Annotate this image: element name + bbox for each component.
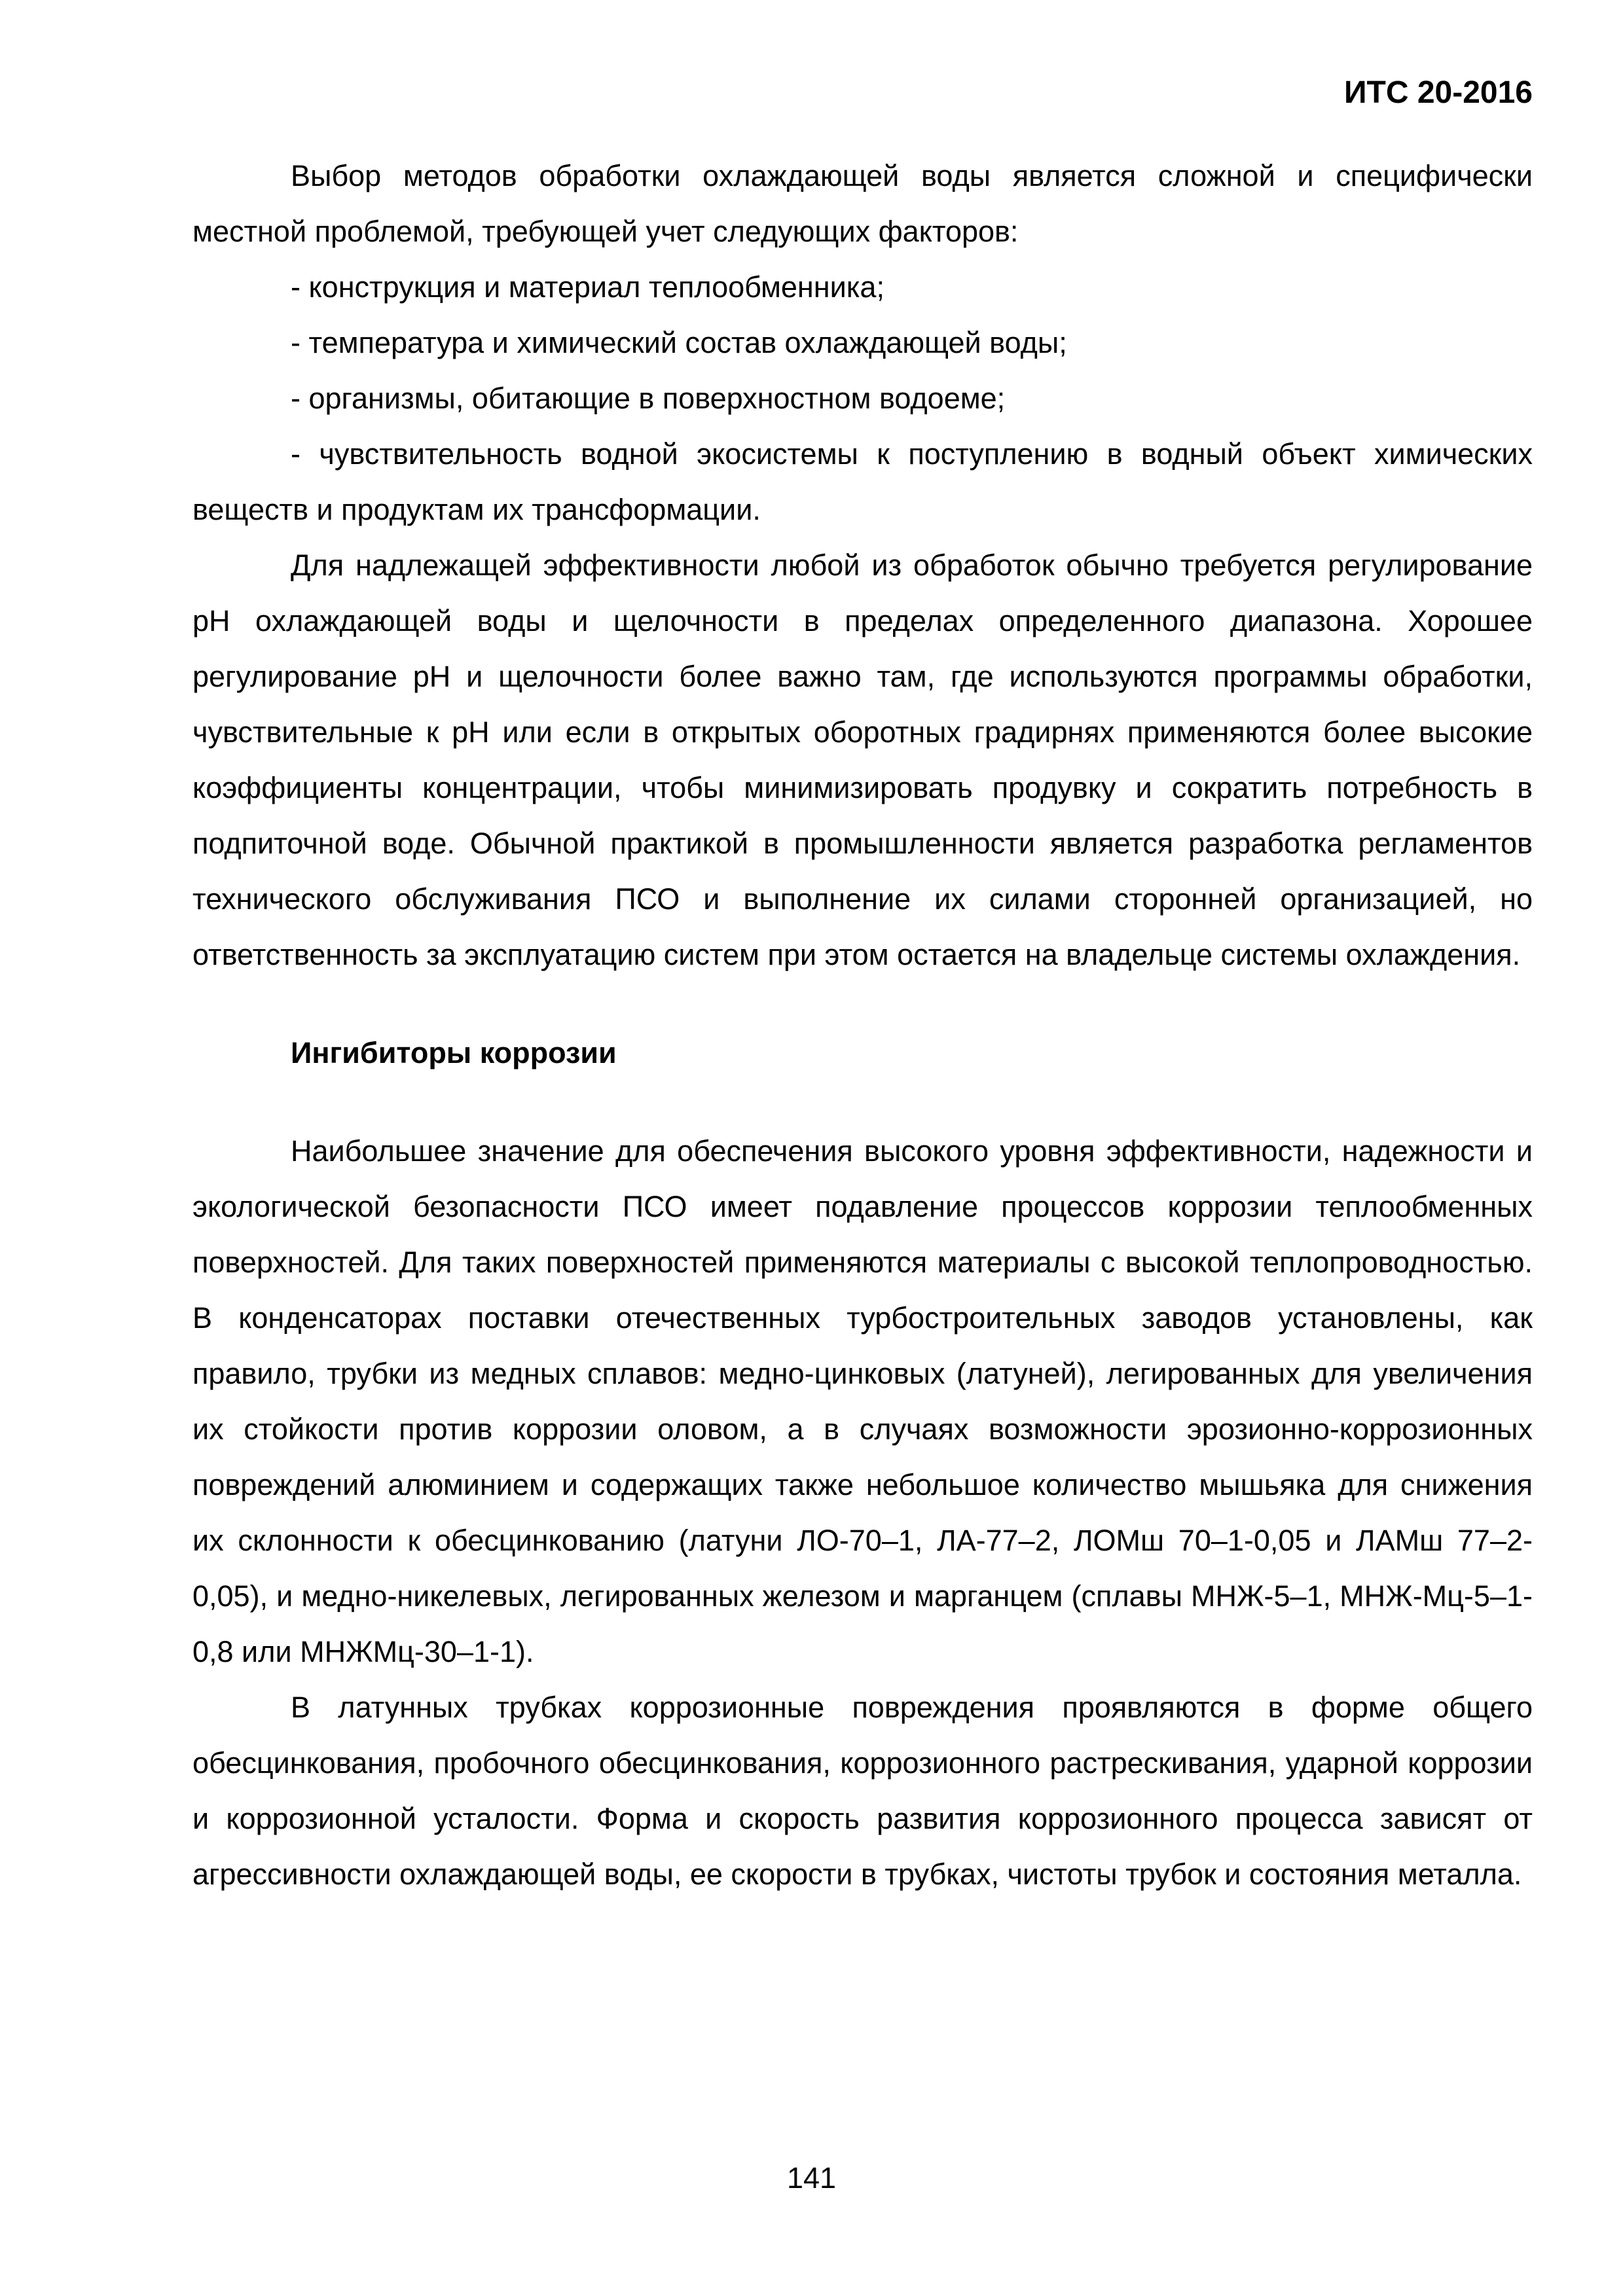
body-text — [192, 148, 1533, 1902]
document-code-header: ИТС 20-2016 — [1344, 75, 1533, 110]
list-item-temperature: - температура и химический состав охлаждающей воды; — [291, 326, 1067, 359]
paragraph-corrosion-importance: Наибольшее значение для обеспечения высокого уровня эффективности, надежности и экологической безопасности ПСО имеет подавление процессов коррозии теплообменных поверхностей. Для таких поверхностей применяются материалы с высокой теплопроводностью. В конденсаторах поставки отечественных турбостроительных заводов установлены, как правило, трубки из медных сплавов: медно-цинковых (латуней), легированных для увеличения их стойкости против коррозии оловом, а в случаях возможности эрозионно-коррозионных повреждений алюминием и содержащих также небольшое количество мышьяка для снижения их склонности к обесцинкованию (латуни ЛО-70–1, ЛА-77–2, ЛОМш 70–1-0,05 и ЛАМш 77–2-0,05), и медно-никелевых, легированных железом и марганцем (сплавы МНЖ-5–1, МНЖ-Мц-5–1-0,8 или МНЖМц-30–1-1). — [192, 1134, 1533, 1668]
section-heading-corrosion-inhibitors: Ингибиторы коррозии — [291, 1036, 617, 1069]
paragraph-ph-regulation: Для надлежащей эффективности любой из обработок обычно требуется регулирование pH охлаждающей воды и щелочности в пределах определенного диапазона. Хорошее регулирование pH и щелочности более важно там, где используются программы обработки, чувствительные к pH или если в открытых оборотных градирнях применяются более высокие коэффициенты концентрации, чтобы минимизировать продувку и сократить потребность в подпиточной воде. Обычной практикой в промышленности является разработка регламентов технического обслуживания ПСО и выполнение их силами сторонней организацией, но ответственность за эксплуатацию систем при этом остается на владельце системы охлаждения. — [192, 548, 1533, 971]
page-number: 141 — [786, 2161, 837, 2195]
paragraph-brass-tubes: В латунных трубках коррозионные повреждения проявляются в форме общего обесцинкования, пробочного обесцинкования, коррозионного растрескивания, ударной коррозии и коррозионной усталости. Форма и скорость развития коррозионного процесса зависят от агрессивности охлаждающей воды, ее скорости в трубках, чистоты трубок и состояния металла. — [192, 1691, 1533, 1891]
paragraph-intro: Выбор методов обработки охлаждающей воды является сложной и специфически местной проблемой, требующей учет следующих факторов: — [192, 159, 1533, 248]
list-item-ecosystem-sensitivity: - чувствительность водной экосистемы к поступлению в водный объект химических веществ и продуктам их трансформации. — [192, 437, 1533, 526]
list-item-organisms: - организмы, обитающие в поверхностном водоеме; — [291, 382, 1006, 415]
list-item-heat-exchanger: - конструкция и материал теплообменника; — [291, 270, 884, 304]
